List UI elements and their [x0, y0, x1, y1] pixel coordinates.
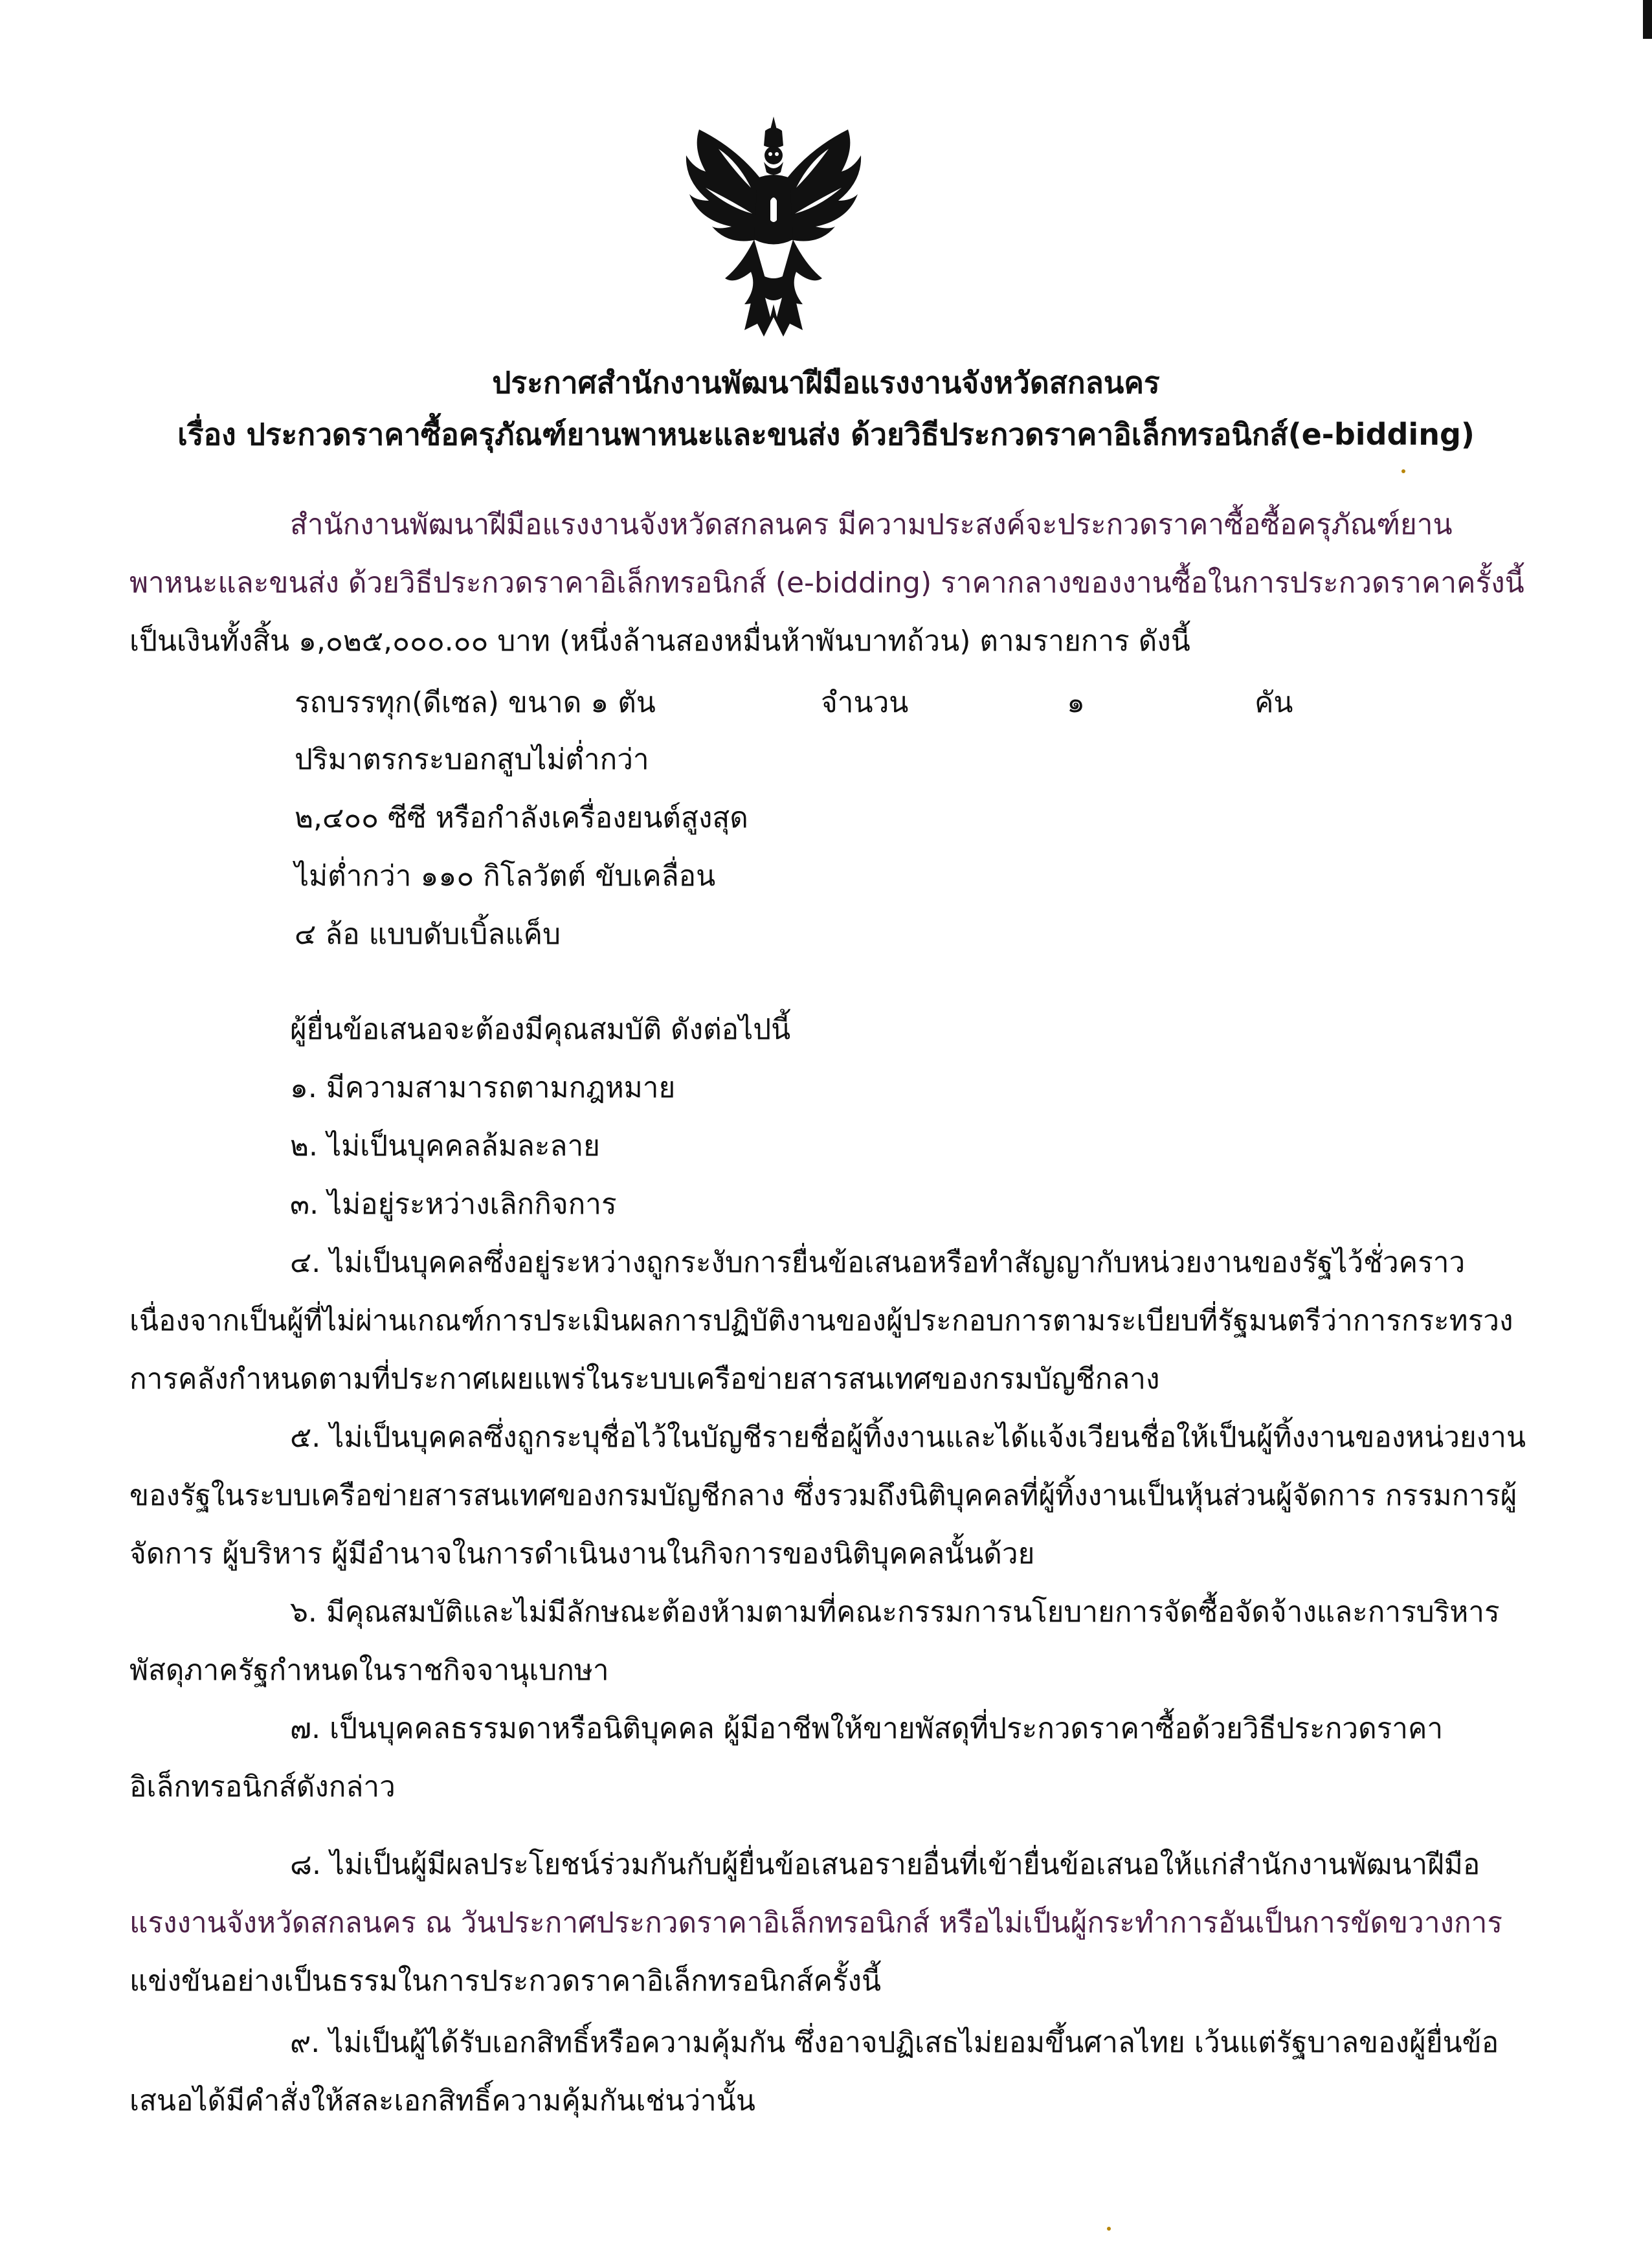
item-name-line-1: รถบรรทุก(ดีเซล) ขนาด ๑ ตัน — [295, 686, 656, 719]
announcement-subject: เรื่อง ประกวดราคาซื้อครุภัณฑ์ยานพาหนะและขนส่ง ด้วยวิธีประกวดราคาอิเล็กทรอนิกส์(e-bidding) — [177, 417, 1475, 452]
qualification-6-line-1: ๖. มีคุณสมบัติและไม่มีลักษณะต้องห้ามตามที่คณะกรรมการนโยบายการจัดซื้อจัดจ้างและการบริหาร — [290, 1596, 1500, 1629]
item-name-line-2: ปริมาตรกระบอกสูบไม่ต่ำกว่า — [295, 743, 649, 776]
qualification-9-line-1: ๙. ไม่เป็นผู้ได้รับเอกสิทธิ์หรือความคุ้มกัน ซึ่งอาจปฏิเสธไม่ยอมขึ้นศาลไทย เว้นแต่รัฐบาลของผู้ยื่นข้อ — [290, 2026, 1499, 2059]
qualification-7-line-2: อิเล็กทรอนิกส์ดังกล่าว — [129, 1770, 396, 1803]
announcement-title: ประกาศสำนักงานพัฒนาฝีมือแรงงานจังหวัดสกลนคร — [492, 365, 1160, 400]
scan-speck — [1401, 469, 1405, 473]
qualification-5-line-1: ๕. ไม่เป็นบุคคลซึ่งถูกระบุชื่อไว้ในบัญชีรายชื่อผู้ทิ้งงานและได้แจ้งเวียนชื่อให้เป็นผู้ทิ้งงานของหน่วยงาน — [290, 1421, 1526, 1454]
qualification-1: ๑. มีความสามารถตามกฎหมาย — [290, 1071, 676, 1104]
item-name-line-3: ๒,๔๐๐ ซีซี หรือกำลังเครื่องยนต์สูงสุด — [295, 801, 748, 834]
intro-line-1: สำนักงานพัฒนาฝีมือแรงงานจังหวัดสกลนคร มีความประสงค์จะประกวดราคาซื้อซื้อครุภัณฑ์ยาน — [290, 508, 1453, 541]
scan-speck — [1107, 2227, 1111, 2231]
qualification-4-line-1: ๔. ไม่เป็นบุคคลซึ่งอยู่ระหว่างถูกระงับการยื่นข้อเสนอหรือทำสัญญากับหน่วยงานของรัฐไว้ชั่วคราว — [290, 1246, 1466, 1279]
item-name-line-5: ๔ ล้อ แบบดับเบิ้ลแค็บ — [295, 918, 561, 951]
item-qty-label: จำนวน — [821, 686, 909, 719]
qualification-8-line-1: ๘. ไม่เป็นผู้มีผลประโยชน์ร่วมกันกับผู้ยื่นข้อเสนอรายอื่นที่เข้ายื่นข้อเสนอให้แก่สำนักงานพัฒนาฝีมือ — [290, 1848, 1480, 1881]
qualification-5-line-3: จัดการ ผู้บริหาร ผู้มีอำนาจในการดำเนินงานในกิจการของนิติบุคคลนั้นด้วย — [129, 1537, 1035, 1570]
qualification-9-line-2: เสนอได้มีคำสั่งให้สละเอกสิทธิ์ความคุ้มกันเช่นว่านั้น — [129, 2084, 755, 2117]
scan-edge-mark — [1643, 0, 1652, 39]
qualification-6-line-2: พัสดุภาครัฐกำหนดในราชกิจจานุเบกษา — [129, 1654, 609, 1687]
qualification-4-line-2: เนื่องจากเป็นผู้ที่ไม่ผ่านเกณฑ์การประเมินผลการปฏิบัติงานของผู้ประกอบการตามระเบียบที่รัฐมนตรีว่าการกระทรวง — [129, 1304, 1513, 1337]
intro-line-3: เป็นเงินทั้งสิ้น ๑,๐๒๕,๐๐๐.๐๐ บาท (หนึ่งล้านสองหมื่นห้าพันบาทถ้วน) ตามรายการ ดังนี้ — [129, 625, 1190, 658]
qualification-2: ๒. ไม่เป็นบุคคลล้มละลาย — [290, 1130, 600, 1163]
item-unit: คัน — [1255, 686, 1293, 719]
qualification-8-line-2: แรงงานจังหวัดสกลนคร ณ วันประกาศประกวดราคาอิเล็กทรอนิกส์ หรือไม่เป็นผู้กระทำการอันเป็นการขัดขวางการ — [129, 1906, 1503, 1939]
item-name-line-4: ไม่ต่ำกว่า ๑๑๐ กิโลวัตต์ ขับเคลื่อน — [295, 860, 716, 893]
qualification-5-line-2: ของรัฐในระบบเครือข่ายสารสนเทศของกรมบัญชีกลาง ซึ่งรวมถึงนิติบุคคลที่ผู้ทิ้งงานเป็นหุ้นส่วนผู้จัดการ กรรมการผู้ — [129, 1479, 1517, 1512]
qualification-7-line-1: ๗. เป็นบุคคลธรรมดาหรือนิติบุคคล ผู้มีอาชีพให้ขายพัสดุที่ประกวดราคาซื้อด้วยวิธีประกวดราคา — [290, 1712, 1444, 1745]
qualifications-heading: ผู้ยื่นข้อเสนอจะต้องมีคุณสมบัติ ดังต่อไปนี้ — [290, 1013, 791, 1046]
qualification-4-line-3: การคลังกำหนดตามที่ประกาศเผยแพร่ในระบบเครือข่ายสารสนเทศของกรมบัญชีกลาง — [129, 1363, 1160, 1396]
qualification-8-line-3: แข่งขันอย่างเป็นธรรมในการประกวดราคาอิเล็กทรอนิกส์ครั้งนี้ — [129, 1965, 882, 1998]
qualification-3: ๓. ไม่อยู่ระหว่างเลิกกิจการ — [290, 1188, 617, 1221]
intro-line-2: พาหนะและขนส่ง ด้วยวิธีประกวดราคาอิเล็กทรอนิกส์ (e-bidding) ราคากลางของงานซื้อในการประกวดราคาครั้งนี้ — [129, 566, 1524, 599]
garuda-emblem-icon — [680, 110, 867, 343]
item-qty-value: ๑ — [1067, 686, 1085, 719]
